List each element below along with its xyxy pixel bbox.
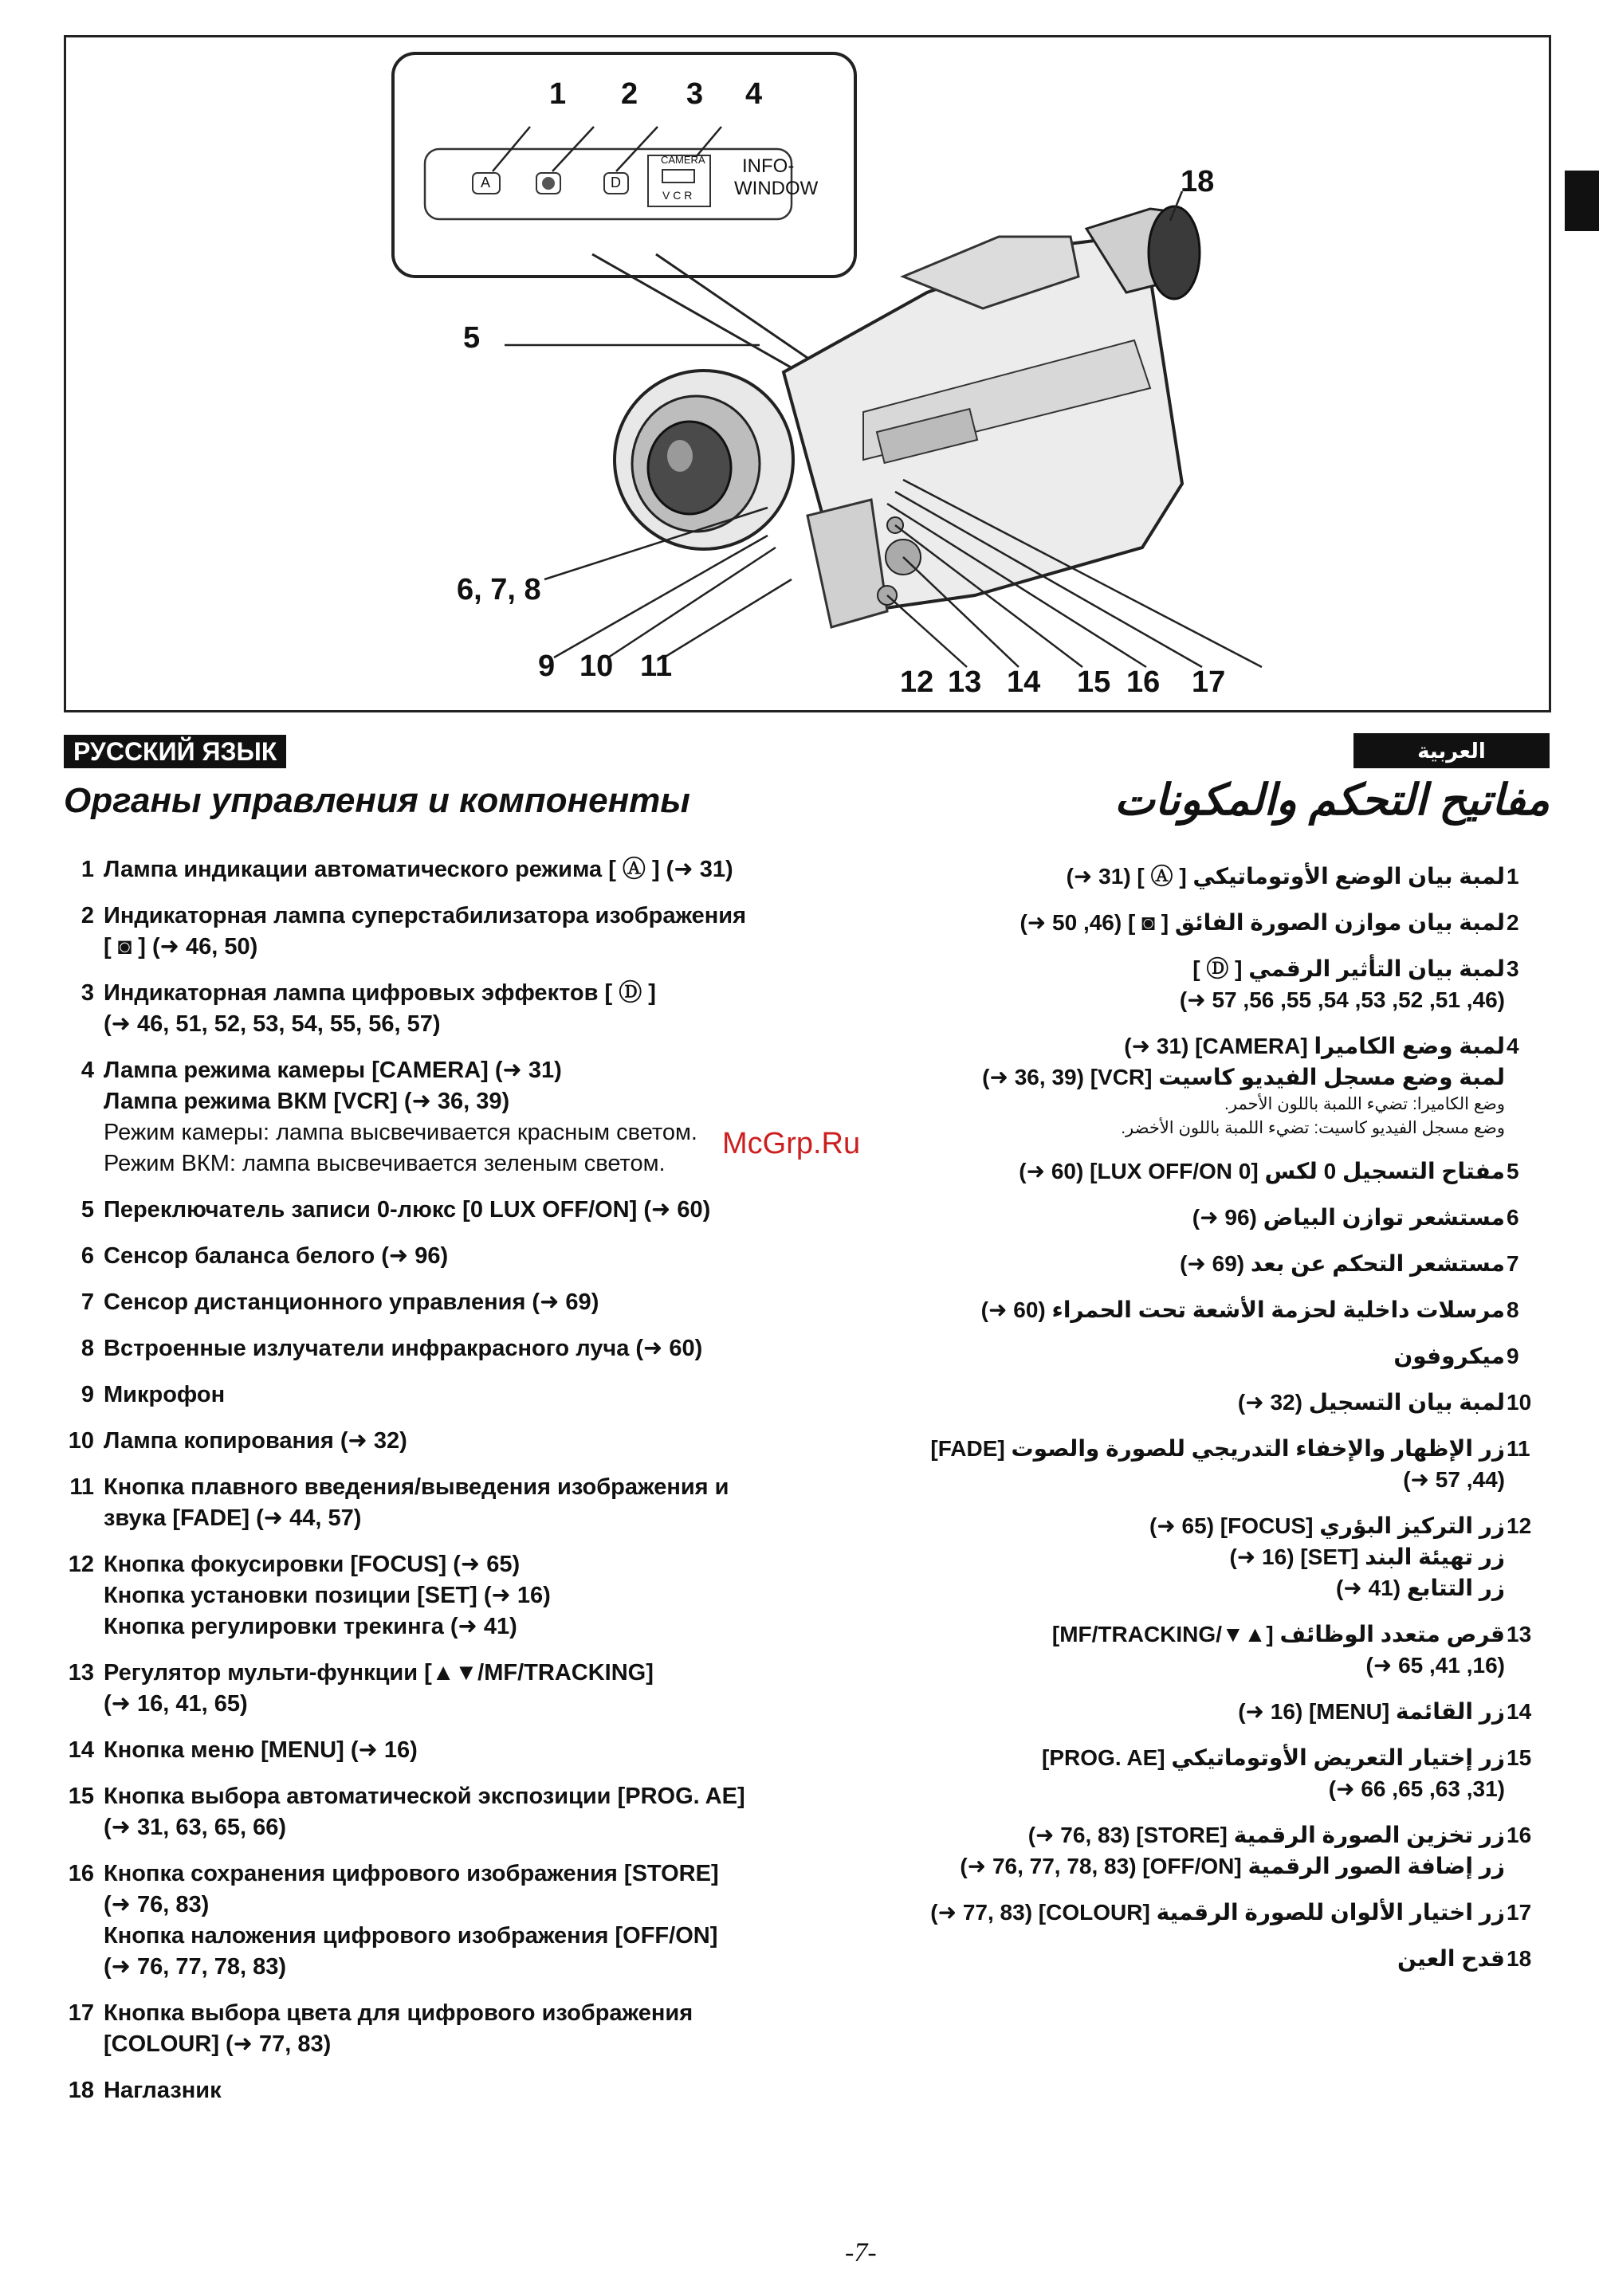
item-line: Переключатель записи 0-люкс [0 LUX OFF/ON] (➜ 60) — [104, 1197, 711, 1223]
item-number: 9 — [81, 1382, 94, 1407]
list-item — [51, 1380, 848, 1411]
item-text — [104, 1858, 848, 1983]
list-item — [51, 1549, 848, 1643]
list-item — [832, 1897, 1550, 1928]
callout-18: 18 — [1181, 165, 1215, 198]
list-item — [51, 854, 848, 885]
item-line: Кнопка фокусировки [FOCUS] (➜ 65) — [104, 1552, 521, 1577]
russian-parts-list — [51, 854, 848, 2121]
item-line: زر إختيار التعريض الأوتوماتيكي [PROG. AE] — [1042, 1745, 1505, 1770]
callout-14: 14 — [1007, 665, 1041, 699]
list-item — [51, 1781, 848, 1843]
item-number: 14 — [1507, 1699, 1532, 1724]
camcorder-figure — [64, 35, 1551, 712]
item-text — [832, 1156, 1505, 1187]
item-line: لمبة وضع الكاميرا [CAMERA] (31 ➜) — [1124, 1034, 1505, 1058]
callout-5: 5 — [463, 321, 481, 355]
list-item — [832, 861, 1550, 892]
list-item — [832, 1294, 1550, 1325]
item-line: (➜ 76, 83) — [104, 1892, 210, 1917]
list-item — [51, 2075, 848, 2106]
item-number: 7 — [1507, 1251, 1519, 1276]
list-item — [51, 1735, 848, 1766]
list-item — [832, 1742, 1550, 1804]
item-number: 11 — [1507, 1436, 1530, 1461]
item-number: 2 — [1507, 910, 1519, 935]
item-line: زر إضافة الصور الرقمية [OFF/ON] (76, 77, 78, 83 ➜) — [960, 1854, 1505, 1878]
list-item — [832, 953, 1550, 1015]
item-line: Сенсор дистанционного управления (➜ 69) — [104, 1289, 599, 1315]
item-number: 17 — [68, 2000, 94, 2026]
item-line: زر التتابع (41 ➜) — [1336, 1576, 1505, 1600]
callout-12: 12 — [900, 665, 934, 699]
item-line: زر اختيار الألوان للصورة الرقمية [COLOUR] (77, 83 ➜) — [930, 1900, 1505, 1925]
item-number: 5 — [81, 1197, 94, 1223]
auto-lamp-label: A — [481, 175, 491, 190]
item-line: звука [FADE] (➜ 44, 57) — [104, 1505, 362, 1531]
lens-glass — [648, 422, 731, 514]
item-line: Кнопка сохранения цифрового изображения [STORE] — [104, 1861, 719, 1886]
item-line: Сенсор баланса белого (➜ 96) — [104, 1243, 449, 1269]
item-line: زر تهيئة البند [SET] (16 ➜) — [1229, 1544, 1505, 1569]
item-line: (16, 41, 65 ➜) — [1365, 1653, 1505, 1678]
item-text — [832, 1340, 1505, 1372]
item-line: قدح العين — [1397, 1946, 1505, 1971]
item-number: 8 — [81, 1336, 94, 1361]
item-text — [832, 1897, 1505, 1928]
list-item — [51, 1426, 848, 1457]
item-line: Лампа режима ВКМ [VCR] (➜ 36, 39) — [104, 1089, 510, 1114]
item-text — [104, 1658, 848, 1720]
item-number: 2 — [81, 903, 94, 928]
item-text — [104, 1735, 848, 1766]
item-text — [104, 1333, 848, 1364]
russian-title: Органы управления и компоненты — [64, 781, 690, 820]
item-number: 10 — [68, 1428, 94, 1454]
arabic-title: مفاتيح التحكم والمكونات — [1114, 776, 1550, 824]
item-line: Наглазник — [104, 2078, 222, 2103]
item-number: 6 — [81, 1243, 94, 1269]
item-number: 8 — [1507, 1297, 1519, 1322]
item-number: 1 — [1507, 864, 1519, 889]
item-line: لمبة بيان التسجيل (32 ➜) — [1237, 1390, 1505, 1415]
list-item — [832, 1340, 1550, 1372]
list-item — [51, 1333, 848, 1364]
item-number: 18 — [68, 2078, 94, 2103]
item-note: Режим камеры: лампа высвечивается красным светом. — [104, 1120, 697, 1145]
item-line: مستشعر توازن البياض (96 ➜) — [1192, 1205, 1505, 1230]
eyecup — [1149, 206, 1200, 299]
item-line: قرص متعدد الوظائف [▲▼/MF/TRACKING] — [1051, 1622, 1505, 1646]
info-window-label-1: INFO- — [742, 155, 795, 177]
callout-3: 3 — [686, 77, 704, 111]
item-note: Режим ВКМ: лампа высвечивается зеленым светом. — [104, 1151, 666, 1176]
item-text — [832, 1742, 1505, 1804]
item-text — [832, 1510, 1505, 1603]
list-item — [51, 1998, 848, 2060]
item-text — [104, 978, 848, 1040]
callout-2: 2 — [621, 77, 638, 111]
callout-15: 15 — [1077, 665, 1111, 699]
list-item — [832, 1433, 1550, 1495]
item-number: 4 — [81, 1058, 94, 1083]
list-item — [832, 907, 1550, 938]
list-item — [832, 1248, 1550, 1279]
list-item — [832, 1510, 1550, 1603]
item-line: Кнопка выбора цвета для цифрового изображения — [104, 2000, 693, 2026]
item-line: زر الإظهار والإخفاء التدريجي للصورة والصوت [FADE] — [930, 1436, 1505, 1461]
item-number: 6 — [1507, 1205, 1519, 1230]
callout-6-7-8: 6, 7, 8 — [457, 573, 541, 606]
list-item — [51, 1472, 848, 1534]
item-number: 18 — [1507, 1946, 1532, 1971]
item-text — [832, 1294, 1505, 1325]
list-item — [51, 1658, 848, 1720]
item-number: 11 — [69, 1474, 94, 1500]
page-number: -7- — [845, 2238, 877, 2267]
item-line: (➜ 31, 63, 65, 66) — [104, 1815, 287, 1840]
item-text — [104, 1998, 848, 2060]
item-text — [832, 1030, 1505, 1140]
list-item — [51, 1287, 848, 1318]
item-text — [832, 1202, 1505, 1233]
item-text — [832, 1619, 1505, 1681]
list-item — [832, 1619, 1550, 1681]
item-number: 10 — [1507, 1390, 1532, 1415]
list-item — [51, 1241, 848, 1272]
item-line: Индикаторная лампа цифровых эффектов [ Ⓓ ] — [104, 980, 656, 1006]
callout-17: 17 — [1192, 665, 1226, 699]
item-number: 13 — [1507, 1622, 1532, 1646]
item-text — [104, 1549, 848, 1643]
page-edge-tab — [1565, 171, 1599, 231]
camcorder-illustration — [66, 37, 1549, 710]
list-item — [51, 1195, 848, 1226]
list-item — [832, 1696, 1550, 1727]
item-line: Кнопка наложения цифрового изображения [OFF/ON] — [104, 1923, 718, 1949]
vcr-lamp-label: V C R — [662, 189, 693, 202]
item-line: (44, 57 ➜) — [1403, 1467, 1505, 1492]
list-item — [832, 1156, 1550, 1187]
item-number: 17 — [1507, 1900, 1532, 1925]
item-line: لمبة بيان التأثير الرقمي [ Ⓓ ] — [1192, 956, 1505, 981]
watermark: McGrp.Ru — [722, 1127, 861, 1160]
item-line: Кнопка меню [MENU] (➜ 16) — [104, 1737, 418, 1763]
item-text — [104, 1472, 848, 1534]
item-note: وضع الكاميرا: تضيء اللمبة باللون الأحمر. — [1224, 1095, 1505, 1113]
item-line: Лампа режима камеры [CAMERA] (➜ 31) — [104, 1058, 562, 1083]
item-number: 7 — [81, 1289, 94, 1315]
list-item — [832, 1387, 1550, 1418]
item-number: 4 — [1507, 1034, 1519, 1058]
item-line: زر تخزين الصورة الرقمية [STORE] (76, 83 ➜) — [1027, 1823, 1505, 1847]
callout-4: 4 — [745, 77, 763, 111]
callout-10: 10 — [579, 650, 614, 683]
arabic-parts-list — [832, 861, 1550, 1989]
russian-language-tab: РУССКИЙ ЯЗЫК — [64, 735, 286, 768]
item-line: Индикаторная лампа суперстабилизатора изображения — [104, 903, 747, 928]
item-text — [104, 901, 848, 963]
item-text — [832, 1696, 1505, 1727]
item-line: مستشعر التحكم عن بعد (69 ➜) — [1180, 1251, 1505, 1276]
camera-lamp-label: CAMERA — [661, 154, 705, 166]
item-line: Кнопка плавного введения/выведения изображения и — [104, 1474, 729, 1500]
item-line: Лампа копирования (➜ 32) — [104, 1428, 407, 1454]
item-text — [832, 907, 1505, 938]
callout-16: 16 — [1126, 665, 1161, 699]
item-line: Кнопка установки позиции [SET] (➜ 16) — [104, 1583, 551, 1608]
item-text — [104, 1241, 848, 1272]
item-line: (➜ 16, 41, 65) — [104, 1691, 248, 1717]
item-line: لمبة وضع مسجل الفيديو كاسيت [VCR] (36, 39 ➜) — [982, 1065, 1505, 1089]
item-number: 1 — [81, 857, 94, 882]
callout-1: 1 — [549, 77, 567, 111]
item-text — [832, 1433, 1505, 1495]
item-line: Кнопка выбора автоматической экспозиции [PROG. AE] — [104, 1784, 745, 1809]
callout-9: 9 — [538, 650, 556, 683]
item-line: Лампа индикации автоматического режима [ Ⓐ ] (➜ 31) — [104, 857, 733, 882]
item-text — [832, 1943, 1505, 1974]
item-number: 16 — [1507, 1823, 1532, 1847]
item-text — [104, 1380, 848, 1411]
item-line: Встроенные излучатели инфракрасного луча (➜ 60) — [104, 1336, 703, 1361]
item-line: (46, 51, 52, 53, 54, 55, 56, 57 ➜) — [1179, 987, 1505, 1012]
item-line: Микрофон — [104, 1382, 226, 1407]
item-text — [104, 1426, 848, 1457]
callout-13: 13 — [948, 665, 982, 699]
item-text — [832, 1248, 1505, 1279]
item-line: لمبة بيان موازن الصورة الفائق [ ◙ ] (46, 50 ➜) — [1020, 910, 1505, 935]
item-text — [104, 1287, 848, 1318]
item-text — [832, 953, 1505, 1015]
item-number: 9 — [1507, 1344, 1519, 1368]
list-item — [51, 978, 848, 1040]
item-line: [COLOUR] (➜ 77, 83) — [104, 2031, 332, 2057]
item-line: Кнопка регулировки трекинга (➜ 41) — [104, 1614, 517, 1639]
item-line: ميكروفون — [1393, 1344, 1505, 1368]
list-item — [832, 1202, 1550, 1233]
item-line: مفتاح التسجيل 0 لكس [0 LUX OFF/ON] (60 ➜) — [1019, 1159, 1505, 1183]
item-line: (31, 63, 65, 66 ➜) — [1328, 1776, 1505, 1801]
item-number: 12 — [1507, 1513, 1532, 1538]
item-text — [832, 1819, 1505, 1882]
item-line: [ ◙ ] (➜ 46, 50) — [104, 934, 258, 960]
item-text — [104, 1781, 848, 1843]
item-text — [104, 1195, 848, 1226]
item-number: 3 — [81, 980, 94, 1006]
list-item — [832, 1819, 1550, 1882]
list-item — [832, 1943, 1550, 1974]
item-text — [832, 861, 1505, 892]
digital-lamp-label: D — [611, 175, 621, 190]
item-line: زر القائمة [MENU] (16 ➜) — [1238, 1699, 1505, 1724]
item-line: (➜ 46, 51, 52, 53, 54, 55, 56, 57) — [104, 1011, 441, 1037]
item-number: 3 — [1507, 956, 1519, 981]
item-text — [104, 2075, 848, 2106]
item-number: 5 — [1507, 1159, 1519, 1183]
list-item — [51, 901, 848, 963]
info-window-label-2: WINDOW — [734, 178, 819, 199]
item-number: 13 — [68, 1660, 94, 1686]
list-item — [51, 1858, 848, 1983]
item-line: (➜ 76, 77, 78, 83) — [104, 1954, 287, 1980]
item-line: لمبة بيان الوضع الأوتوماتيكي [ Ⓐ ] (31 ➜) — [1066, 864, 1505, 889]
item-text — [104, 854, 848, 885]
arabic-language-tab: العربية — [1353, 733, 1550, 768]
item-number: 15 — [1507, 1745, 1532, 1770]
callout-11: 11 — [640, 650, 673, 683]
list-item — [832, 1030, 1550, 1140]
item-number: 16 — [68, 1861, 94, 1886]
item-text — [832, 1387, 1505, 1418]
item-line: Регулятор мульти-функции [▲▼/MF/TRACKING] — [104, 1660, 654, 1686]
item-number: 12 — [68, 1552, 94, 1577]
item-number: 15 — [68, 1784, 94, 1809]
item-note: وضع مسجل الفيديو كاسيت: تضيء اللمبة باللون الأخضر. — [1121, 1119, 1505, 1137]
item-line: زر التركيز البؤري [FOCUS] (65 ➜) — [1149, 1513, 1505, 1538]
item-line: مرسلات داخلية لحزمة الأشعة تحت الحمراء (60 ➜) — [980, 1297, 1505, 1322]
item-number: 14 — [68, 1737, 94, 1763]
